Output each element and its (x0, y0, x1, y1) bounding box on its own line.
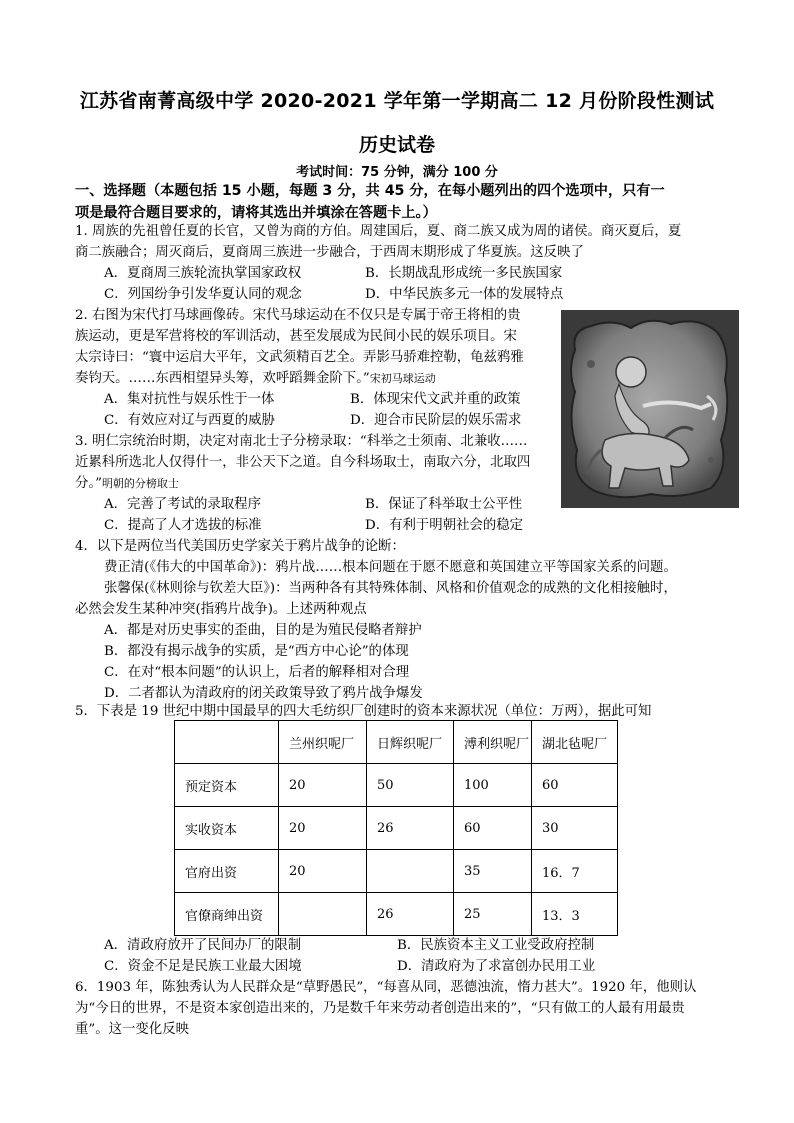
table-header-cell: 兰州织呢厂 (279, 721, 367, 764)
subject-title: 历史试卷 (358, 134, 435, 156)
table-cell: 100 (454, 764, 532, 807)
q1-stem-line1: 1. 周族的先祖曾任夏的长官，又曾为商的方伯。周建国后，夏、商二族又成为周的诸侯。商灭夏后，夏 (75, 224, 682, 239)
capital-table (174, 720, 618, 936)
q3-stem-line1: 3. 明仁宗统治时期，决定对南北士子分榜录取：“科举之士须南、北兼收…… (75, 434, 528, 449)
q4-option-a: A．都是对历史事实的歪曲，目的是为殖民侵略者辩护 (104, 623, 422, 638)
q4-stem-line4: 必然会发生某种冲突(指鸦片战争)。上述两种观点 (75, 602, 367, 617)
exam-info: 考试时间：75 分钟，满分 100 分 (296, 165, 498, 180)
table-header-cell: 溥利织呢厂 (454, 721, 532, 764)
table-header-cell: 日辉织呢厂 (367, 721, 454, 764)
table-cell: 13．3 (532, 893, 618, 936)
table-cell: 25 (454, 893, 532, 936)
table-cell: 官僚商绅出资 (175, 893, 279, 936)
q1-option-a: A．夏商周三族轮流执掌国家政权 (104, 266, 302, 281)
q1-option-b: B．长期战乱形成统一多民族国家 (365, 266, 563, 281)
table-cell: 50 (367, 764, 454, 807)
q4-stem-line1: 4．以下是两位当代美国历史学家关于鸦片战争的论断： (75, 539, 405, 554)
table-header-row (175, 721, 618, 764)
q4-option-c: C．在对“根本问题”的认识上，后者的解释相对合理 (104, 665, 410, 680)
q3-option-d: D．有利于明朝社会的稳定 (365, 518, 524, 533)
page-title: 江苏省南菁高级中学 2020-2021 学年第一学期高二 12 月份阶段性测试 (79, 90, 715, 112)
q3-stem-line2: 近累科所选北人仅得什一，非公天下之道。自今科场取士，南取六分，北取四 (75, 455, 531, 470)
table-cell: 实收资本 (175, 807, 279, 850)
q5-option-a: A．清政府放开了民间办厂的限制 (104, 938, 302, 953)
table-cell: 35 (454, 850, 532, 893)
q2-stem-line4: 奏钧天。……东西相望异头筹，欢呼蹈舞金阶下。”宋初马球运动 (75, 371, 436, 386)
section-heading-line1: 一、选择题（本题包括 15 小题，每题 3 分，共 45 分，在每小题列出的四个选项中，只有一 (75, 183, 665, 199)
table-row (175, 807, 618, 850)
table-row (175, 764, 618, 807)
table-cell: 官府出资 (175, 850, 279, 893)
q2-option-d: D．迎合市民阶层的娱乐需求 (350, 413, 522, 428)
table-cell: 26 (367, 893, 454, 936)
q4-stem-line3: 张馨保(《林则徐与钦差大臣》)：当两种各有其特殊体制、风格和价值观念的成熟的文化相接触时， (104, 581, 677, 596)
q2-option-b: B．体现宋代文武并重的政策 (350, 392, 521, 407)
q3-caption: 明朝的分榜取士 (101, 477, 179, 490)
q2-option-c: C．有效应对辽与西夏的威胁 (104, 413, 275, 428)
q5-option-d: D．清政府为了求富创办民用工业 (397, 959, 596, 974)
table-cell: 60 (532, 764, 618, 807)
q1-option-c: C．列国纷争引发华夏认同的观念 (104, 287, 302, 302)
q6-stem-line1: 6．1903 年，陈独秀认为人民群众是“草野愚民”，“每喜从同，恶德浊流，惰力甚大”。1920 年，他则认 (75, 980, 697, 995)
q3-stem-line3: 分。”明朝的分榜取士 (75, 476, 179, 491)
table-cell: 20 (279, 807, 367, 850)
q4-stem-line2: 费正清(《伟大的中国革命》)：鸦片战……根本问题在于愿不愿意和英国建立平等国家关系的问题。 (104, 560, 677, 575)
table-header-cell: 湖北毡呢厂 (532, 721, 618, 764)
q3-option-b: B．保证了科举取士公平性 (365, 497, 523, 512)
table-row (175, 850, 618, 893)
q5-stem-line1: 5．下表是 19 世纪中期中国最早的四大毛纺织厂创建时的资本来源状况（单位：万两），据此可知 (75, 704, 652, 719)
table-cell: 30 (532, 807, 618, 850)
q3-option-a: A．完善了考试的录取程序 (104, 497, 261, 512)
table-cell (279, 893, 367, 936)
section-heading-line2: 项是最符合题目要求的，请将其选出并填涂在答题卡上。） (75, 205, 437, 221)
table-cell: 26 (367, 807, 454, 850)
q6-stem-line2: 为“今日的世界，不是资本家创造出来的，乃是数千年来劳动者创造出来的”，“只有做工的人最有用最贵 (75, 1001, 685, 1016)
q5-option-c: C．资金不足是民族工业最大困境 (104, 959, 302, 974)
q1-option-d: D．中华民族多元一体的发展特点 (365, 287, 564, 302)
q2-stem-line2: 族运动，更是军营将校的军训活动，甚至发展成为民间小民的娱乐项目。宋 (75, 329, 517, 344)
q2-caption: 宋初马球运动 (369, 372, 436, 385)
q3-option-c: C．提高了人才选拔的标准 (104, 518, 262, 533)
table-cell: 20 (279, 850, 367, 893)
q4-option-b: B．都没有揭示战争的实质，是“西方中心论”的体现 (104, 644, 409, 659)
q2-stem-line3: 太宗诗曰：“寰中运启大平年，文武须精百艺全。弄影马骄难控勒，龟兹鸦雅 (75, 350, 524, 365)
q4-option-d: D．二者都认为清政府的闭关政策导致了鸦片战争爆发 (104, 686, 423, 701)
q1-stem-line2: 商二族融合；周灭商后，夏商周三族进一步融合，于西周末期形成了华夏族。这反映了 (75, 245, 584, 260)
table-header-cell (175, 721, 279, 764)
table-cell (367, 850, 454, 893)
polo-relief-image (561, 310, 739, 508)
q6-stem-line3: 重”。这一变化反映 (75, 1022, 189, 1037)
table-cell: 16．7 (532, 850, 618, 893)
q2-stem-line1: 2. 右图为宋代打马球画像砖。宋代马球运动在不仅只是专属于帝王将相的贵 (75, 308, 521, 323)
q2-option-a: A．集对抗性与娱乐性于一体 (104, 392, 275, 407)
table-cell: 20 (279, 764, 367, 807)
table-cell: 60 (454, 807, 532, 850)
table-row (175, 893, 618, 936)
q5-option-b: B．民族资本主义工业受政府控制 (397, 938, 595, 953)
table-cell: 预定资本 (175, 764, 279, 807)
